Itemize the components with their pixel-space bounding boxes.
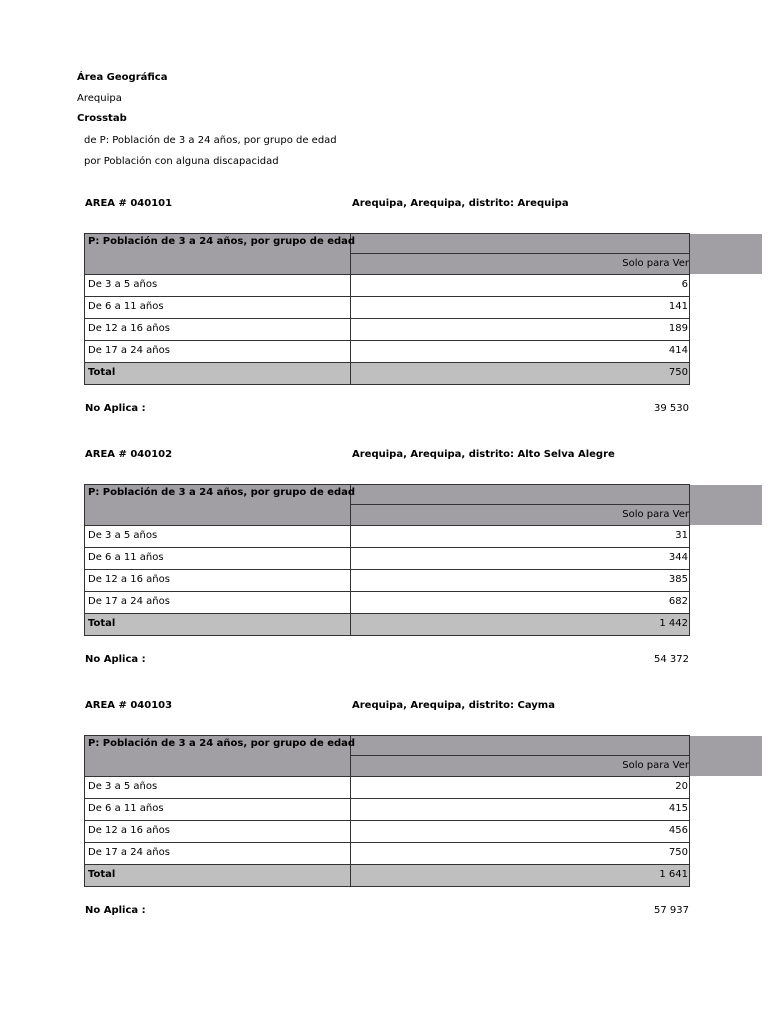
- no-aplica-value: 57 937: [654, 905, 689, 916]
- total-row: [84, 614, 690, 636]
- row-label: De 6 a 11 años: [85, 297, 351, 318]
- table-title: P: Población de 3 a 24 años, por grupo de edad: [85, 234, 351, 274]
- row-value: 415: [668, 803, 688, 814]
- row-label: De 17 a 24 años: [85, 341, 351, 362]
- row-value: 31: [675, 530, 688, 541]
- total-row: [84, 363, 690, 385]
- total-label: Total: [85, 614, 351, 635]
- header-extension: [690, 485, 762, 525]
- column-label: Solo para Ver: [622, 509, 689, 520]
- row-value: 6: [681, 279, 688, 290]
- row-value: 385: [668, 574, 688, 585]
- total-value: 750: [668, 367, 688, 378]
- row-label: De 12 a 16 años: [85, 570, 351, 591]
- no-aplica-label: No Aplica :: [85, 905, 146, 916]
- crosstab-table: [84, 735, 690, 887]
- table-row: [84, 548, 690, 570]
- header-extension: [690, 234, 762, 274]
- table-title: P: Población de 3 a 24 años, por grupo de edad: [85, 485, 351, 525]
- area-geografica-label: Área Geográfica: [77, 72, 168, 83]
- no-aplica-value: 54 372: [654, 654, 689, 665]
- row-label: De 17 a 24 años: [85, 843, 351, 864]
- row-label: De 17 a 24 años: [85, 592, 351, 613]
- table-title: P: Población de 3 a 24 años, por grupo de edad: [85, 736, 351, 776]
- table-row: [84, 570, 690, 592]
- area-name: Arequipa, Arequipa, distrito: Arequipa: [352, 198, 569, 209]
- row-value: 344: [668, 552, 688, 563]
- row-label: De 3 a 5 años: [85, 777, 351, 798]
- column-label: Solo para Ver: [622, 258, 689, 269]
- table-row: [84, 843, 690, 865]
- no-aplica-value: 39 530: [654, 403, 689, 414]
- area-name: Arequipa, Arequipa, distrito: Alto Selva Alegre: [352, 449, 615, 460]
- crosstab-line-1: de P: Población de 3 a 24 años, por grupo de edad: [84, 135, 337, 146]
- table-header-row: [84, 233, 690, 275]
- row-value: 750: [668, 847, 688, 858]
- table-row: [84, 341, 690, 363]
- crosstab-table: [84, 233, 690, 385]
- table-row: [84, 777, 690, 799]
- table-header-row: [84, 735, 690, 777]
- row-label: De 6 a 11 años: [85, 799, 351, 820]
- row-label: De 12 a 16 años: [85, 821, 351, 842]
- total-label: Total: [85, 363, 351, 384]
- total-row: [84, 865, 690, 887]
- area-id: AREA # 040101: [85, 198, 173, 209]
- row-value: 141: [668, 301, 688, 312]
- row-value: 682: [668, 596, 688, 607]
- row-label: De 3 a 5 años: [85, 526, 351, 547]
- row-value: 414: [668, 345, 688, 356]
- area-id: AREA # 040103: [85, 700, 173, 711]
- no-aplica-label: No Aplica :: [85, 654, 146, 665]
- area-name: Arequipa, Arequipa, distrito: Cayma: [352, 700, 555, 711]
- row-value: 456: [668, 825, 688, 836]
- row-value: 20: [675, 781, 688, 792]
- crosstab-line-2: por Población con alguna discapacidad: [84, 156, 279, 167]
- table-row: [84, 821, 690, 843]
- table-row: [84, 526, 690, 548]
- total-value: 1 641: [659, 869, 688, 880]
- area-section: [0, 198, 768, 443]
- row-value: 189: [668, 323, 688, 334]
- area-section: [0, 700, 768, 945]
- crosstab-table: [84, 484, 690, 636]
- area-section: [0, 449, 768, 694]
- row-label: De 6 a 11 años: [85, 548, 351, 569]
- total-label: Total: [85, 865, 351, 886]
- total-value: 1 442: [659, 618, 688, 629]
- area-id: AREA # 040102: [85, 449, 173, 460]
- area-geografica-value: Arequipa: [77, 93, 122, 104]
- header-extension: [690, 736, 762, 776]
- table-row: [84, 297, 690, 319]
- table-row: [84, 592, 690, 614]
- table-row: [84, 319, 690, 341]
- crosstab-label: Crosstab: [77, 113, 127, 124]
- table-row: [84, 799, 690, 821]
- table-header-row: [84, 484, 690, 526]
- row-label: De 3 a 5 años: [85, 275, 351, 296]
- row-label: De 12 a 16 años: [85, 319, 351, 340]
- column-label: Solo para Ver: [622, 760, 689, 771]
- no-aplica-label: No Aplica :: [85, 403, 146, 414]
- table-row: [84, 275, 690, 297]
